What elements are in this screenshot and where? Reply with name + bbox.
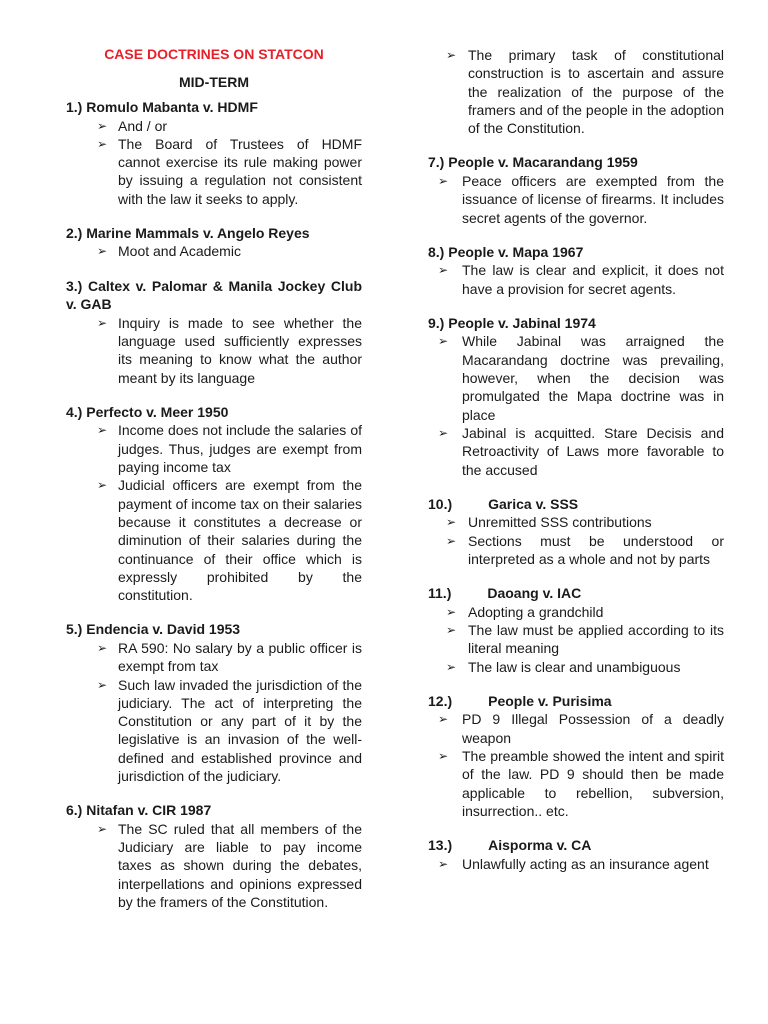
case-name: Daoang v. IAC <box>487 585 582 602</box>
bullet-text: Adopting a grandchild <box>468 603 604 620</box>
case-block <box>428 153 724 226</box>
bullet-item <box>66 676 362 786</box>
bullet-text: The law is clear and explicit, it does not have a provision for secret agents. <box>462 262 724 297</box>
bullet-item <box>428 332 724 423</box>
arrow-bullet-icon: ➢ <box>97 423 108 438</box>
arrow-bullet-icon: ➢ <box>97 244 108 259</box>
bullet-text: While Jabinal was arraigned the Macarandang doctrine was prevailing, however, when the decision was promulgated the Mapa doctrine was in place <box>462 333 724 423</box>
case-block <box>66 801 362 911</box>
arrow-bullet-icon: ➢ <box>438 263 449 278</box>
case-block <box>428 314 724 479</box>
case-name: Caltex v. Palomar & Manila Jockey Club v. GAB <box>66 277 362 313</box>
document-subtitle: MID-TERM <box>179 74 249 90</box>
bullet-item <box>66 476 362 604</box>
case-heading <box>66 403 362 422</box>
arrow-bullet-icon: ➢ <box>446 533 457 548</box>
bullet-text: RA 590: No salary by a public officer is exempt from tax <box>118 639 362 675</box>
case-number: 2.) <box>66 224 83 241</box>
case-name: Garica v. SSS <box>488 495 579 512</box>
bullet-text: Unlawfully acting as an insurance agent <box>462 855 709 872</box>
arrow-bullet-icon: ➢ <box>446 659 457 674</box>
bullet-list <box>428 172 724 227</box>
case-block <box>66 277 362 387</box>
bullet-text: Jabinal is acquitted. Stare Decisis and Retroactivity of Laws more favorable to the accused <box>462 424 724 478</box>
arrow-bullet-icon: ➢ <box>438 173 449 188</box>
case-block <box>66 98 362 208</box>
case-number: 13.) <box>428 837 453 854</box>
case-block <box>66 224 362 261</box>
bullet-item <box>428 532 724 569</box>
case-heading <box>428 243 724 262</box>
bullet-list <box>66 242 362 260</box>
case-heading <box>428 495 724 514</box>
bullet-list <box>428 46 724 137</box>
arrow-bullet-icon: ➢ <box>438 749 449 764</box>
bullet-item <box>428 658 724 676</box>
case-name: Perfecto v. Meer 1950 <box>86 403 229 420</box>
left-column <box>66 44 362 927</box>
case-block <box>66 620 362 785</box>
case-block <box>428 243 724 298</box>
case-heading <box>428 314 724 333</box>
bullet-text: And / or <box>118 117 168 134</box>
case-heading <box>66 277 362 314</box>
bullet-item <box>428 46 724 137</box>
arrow-bullet-icon: ➢ <box>97 136 108 151</box>
bullet-list <box>66 117 362 208</box>
case-block <box>428 692 724 820</box>
bullet-text: The SC ruled that all members of the Judiciary are liable to pay income taxes as shown during the debates, interpellations and opinions expressed by the framers of the Constitution. <box>118 820 362 910</box>
case-number: 9.) <box>428 314 445 331</box>
bullet-list <box>66 421 362 604</box>
bullet-item <box>428 603 724 621</box>
bullet-list <box>66 314 362 387</box>
bullet-list <box>428 855 724 873</box>
bullet-item <box>428 710 724 747</box>
arrow-bullet-icon: ➢ <box>97 315 108 330</box>
case-name: People v. Mapa 1967 <box>448 243 584 260</box>
bullet-text: The law is clear and unambiguous <box>468 658 681 675</box>
case-name: People v. Jabinal 1974 <box>448 314 596 331</box>
case-heading <box>66 801 362 820</box>
case-number: 5.) <box>66 621 83 638</box>
bullet-item <box>428 747 724 820</box>
bullet-text: The primary task of constitutional construction is to ascertain and assure the realization of the purpose of the framers and of the people in the adoption of the Constitution. <box>468 47 724 137</box>
case-number: 3.) <box>66 277 83 294</box>
case-name: Nitafan v. CIR 1987 <box>86 802 212 819</box>
bullet-list <box>428 710 724 820</box>
bullet-text: The preamble showed the intent and spirit of the law. PD 9 should then be made applicable to rebellion, subversion, insurrection.. etc. <box>462 748 724 819</box>
right-column <box>428 46 724 889</box>
case-number: 12.) <box>428 692 453 709</box>
case-name: People v. Macarandang 1959 <box>448 154 638 171</box>
bullet-item <box>428 424 724 479</box>
bullet-text: Peace officers are exempted from the issuance of license of firearms. It includes secret agents of the governor. <box>462 172 724 226</box>
arrow-bullet-icon: ➢ <box>446 623 457 638</box>
case-heading <box>428 153 724 172</box>
arrow-bullet-icon: ➢ <box>446 515 457 530</box>
arrow-bullet-icon: ➢ <box>97 677 108 692</box>
case-number: 7.) <box>428 154 445 171</box>
bullet-text: The Board of Trustees of HDMF cannot exercise its rule making power by issuing a regulation not consistent with the law it seeks to apply. <box>118 135 362 207</box>
case-name: People v. Purisima <box>488 692 612 709</box>
bullet-list <box>428 261 724 298</box>
bullet-item <box>66 639 362 676</box>
bullet-item <box>66 421 362 476</box>
case-block <box>428 584 724 676</box>
bullet-item <box>66 820 362 911</box>
bullet-item <box>428 513 724 531</box>
case-name: Romulo Mabanta v. HDMF <box>86 99 258 115</box>
arrow-bullet-icon: ➢ <box>438 856 449 871</box>
bullet-item <box>428 621 724 658</box>
case-block <box>66 403 362 604</box>
bullet-text: Sections must be understood or interpreted as a whole and not by parts <box>468 532 724 567</box>
arrow-bullet-icon: ➢ <box>97 118 108 133</box>
case-block <box>428 495 724 568</box>
arrow-bullet-icon: ➢ <box>438 334 449 349</box>
arrow-bullet-icon: ➢ <box>438 425 449 440</box>
case-name: Marine Mammals v. Angelo Reyes <box>86 224 310 241</box>
bullet-item <box>66 117 362 135</box>
case-number: 4.) <box>66 403 83 420</box>
case-name: Aisporma v. CA <box>488 837 592 854</box>
bullet-item <box>66 135 362 208</box>
bullet-text: Such law invaded the jurisdiction of the judiciary. The act of interpreting the Constitution or any part of it by the legislative is an invasion of the well-defined and established province and jurisdiction of the judiciary. <box>118 676 362 785</box>
bullet-text: Judicial officers are exempt from the payment of income tax on their salaries because it constitutes a decrease or diminution of their salaries during the continuance of their office which is expressly prohibited by the constitution. <box>118 477 362 604</box>
arrow-bullet-icon: ➢ <box>446 604 457 619</box>
case-heading <box>66 224 362 243</box>
bullet-item <box>428 172 724 227</box>
case-name: Endencia v. David 1953 <box>86 621 241 638</box>
bullet-text: Moot and Academic <box>118 243 241 260</box>
case-number: 11.) <box>428 585 452 602</box>
document-title: CASE DOCTRINES ON STATCON <box>104 46 324 62</box>
bullet-text: Income does not include the salaries of judges. Thus, judges are exempt from paying income tax <box>118 422 362 476</box>
bullet-list <box>428 603 724 676</box>
arrow-bullet-icon: ➢ <box>97 478 108 493</box>
bullet-item <box>66 314 362 387</box>
left-case-list <box>66 98 362 911</box>
case-block <box>428 836 724 873</box>
bullet-list <box>428 513 724 568</box>
case-number: 1.) <box>66 99 83 115</box>
bullet-item <box>66 242 362 260</box>
bullet-list <box>66 639 362 785</box>
case-heading <box>66 98 362 117</box>
bullet-text: The law must be applied according to its literal meaning <box>468 622 724 657</box>
continued-bullets <box>428 46 724 137</box>
case-number: 10.) <box>428 495 453 512</box>
case-heading <box>66 620 362 639</box>
case-block-continued <box>428 46 724 137</box>
bullet-list <box>66 820 362 911</box>
bullet-item <box>428 855 724 873</box>
bullet-text: Inquiry is made to see whether the language used sufficiently expresses its meaning to know what the author meant by its language <box>118 314 362 386</box>
arrow-bullet-icon: ➢ <box>97 640 108 655</box>
case-heading <box>428 836 724 855</box>
case-heading <box>428 692 724 711</box>
arrow-bullet-icon: ➢ <box>446 48 457 62</box>
case-number: 8.) <box>428 243 445 260</box>
case-number: 6.) <box>66 802 83 819</box>
bullet-item <box>428 261 724 298</box>
right-case-list <box>428 153 724 873</box>
bullet-text: PD 9 Illegal Possession of a deadly weapon <box>462 711 724 746</box>
bullet-list <box>428 332 724 478</box>
arrow-bullet-icon: ➢ <box>438 712 449 727</box>
arrow-bullet-icon: ➢ <box>97 821 108 836</box>
case-heading <box>428 584 724 603</box>
bullet-text: Unremitted SSS contributions <box>468 514 652 531</box>
